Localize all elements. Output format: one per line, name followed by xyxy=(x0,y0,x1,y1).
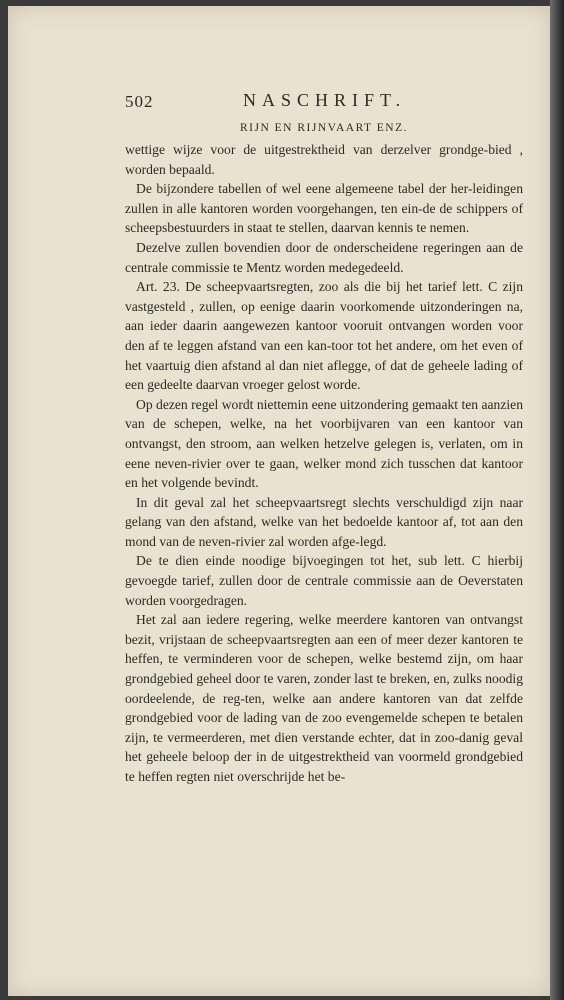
paragraph: Art. 23. De scheepvaartsregten, zoo als die bij het tarief lett. C zijn vastgesteld , zullen, op eenige daarin voorkomende uitzonderingen na, aan ieder daarin aangewezen kantoor vooruit ontvangen worden voor den af te leggen afstand van een kan-toor tot het andere, om het even of het vaartuig dien afstand al dan niet aflegge, of dat de geheele lading of een gedeelte daarvan vroeger gelost worde. xyxy=(125,279,523,393)
book-page xyxy=(8,6,550,996)
paragraph: De bijzondere tabellen of wel eene algemeene tabel der her-leidingen zullen in alle kantoren worden voorgehangen, ten ein-de de schippers of scheepsbestuurders in staat te stellen, daarvan kennis te nemen. xyxy=(125,181,523,236)
body-text xyxy=(125,140,523,787)
paragraph: Dezelve zullen bovendien door de onderscheidene regeringen aan de centrale commissie te Mentz worden medegedeeld. xyxy=(125,239,523,275)
paragraph: In dit geval zal het scheepvaartsregt slechts verschuldigd zijn naar gelang van den afstand, welke van het bedoelde kantoor af, tot aan den mond van de neven-rivier zal worden afge-legd. xyxy=(125,494,523,549)
paragraph: Op dezen regel wordt niettemin eene uitzondering gemaakt ten aanzien van de schepen, welke, na het voorbijvaren van een kantoor van ontvangst, den stroom, aan welken hetzelve gelegen is, verlaten, om in eene neven-rivier over te gaan, welker mond zich tusschen dat kantoor en het volgende bevindt. xyxy=(125,396,523,491)
running-title: NASCHRIFT. xyxy=(243,90,407,110)
page-header xyxy=(125,86,523,114)
page-content xyxy=(125,86,523,787)
paragraph: De te dien einde noodige bijvoegingen tot het, sub lett. C hierbij gevoegde tarief, zullen door de centrale commissie aan de Oeverstaten worden voorgedragen. xyxy=(125,553,523,608)
section-subtitle: RIJN EN RIJNVAART ENZ. xyxy=(240,122,408,134)
paragraph: Het zal aan iedere regering, welke meerdere kantoren van ontvangst bezit, vrijstaan de scheepvaartsregten aan een of meer dezer kantoren te heffen, te verminderen voor de schepen, welke bestemd zijn, om haar grondgebied geheel door te varen, zonder last te breken, en, zulks noodig oordeelende, de reg-ten, welke aan andere kantoren van dat zelfde grondgebied voor de lading van de zoo evengemelde schepen te betalen zijn, te vermeerderen, met dien verstande echter, dat in zoo-danig geval het geheele beloop der in de uitgestrektheid van voormeld grondgebied te heffen regten niet overschrijde het be- xyxy=(125,612,523,784)
paragraph: wettige wijze voor de uitgestrektheid van derzelver grondge-bied , worden bepaald. xyxy=(125,142,523,177)
page-number: 502 xyxy=(125,92,154,111)
book-edge xyxy=(550,0,564,1000)
